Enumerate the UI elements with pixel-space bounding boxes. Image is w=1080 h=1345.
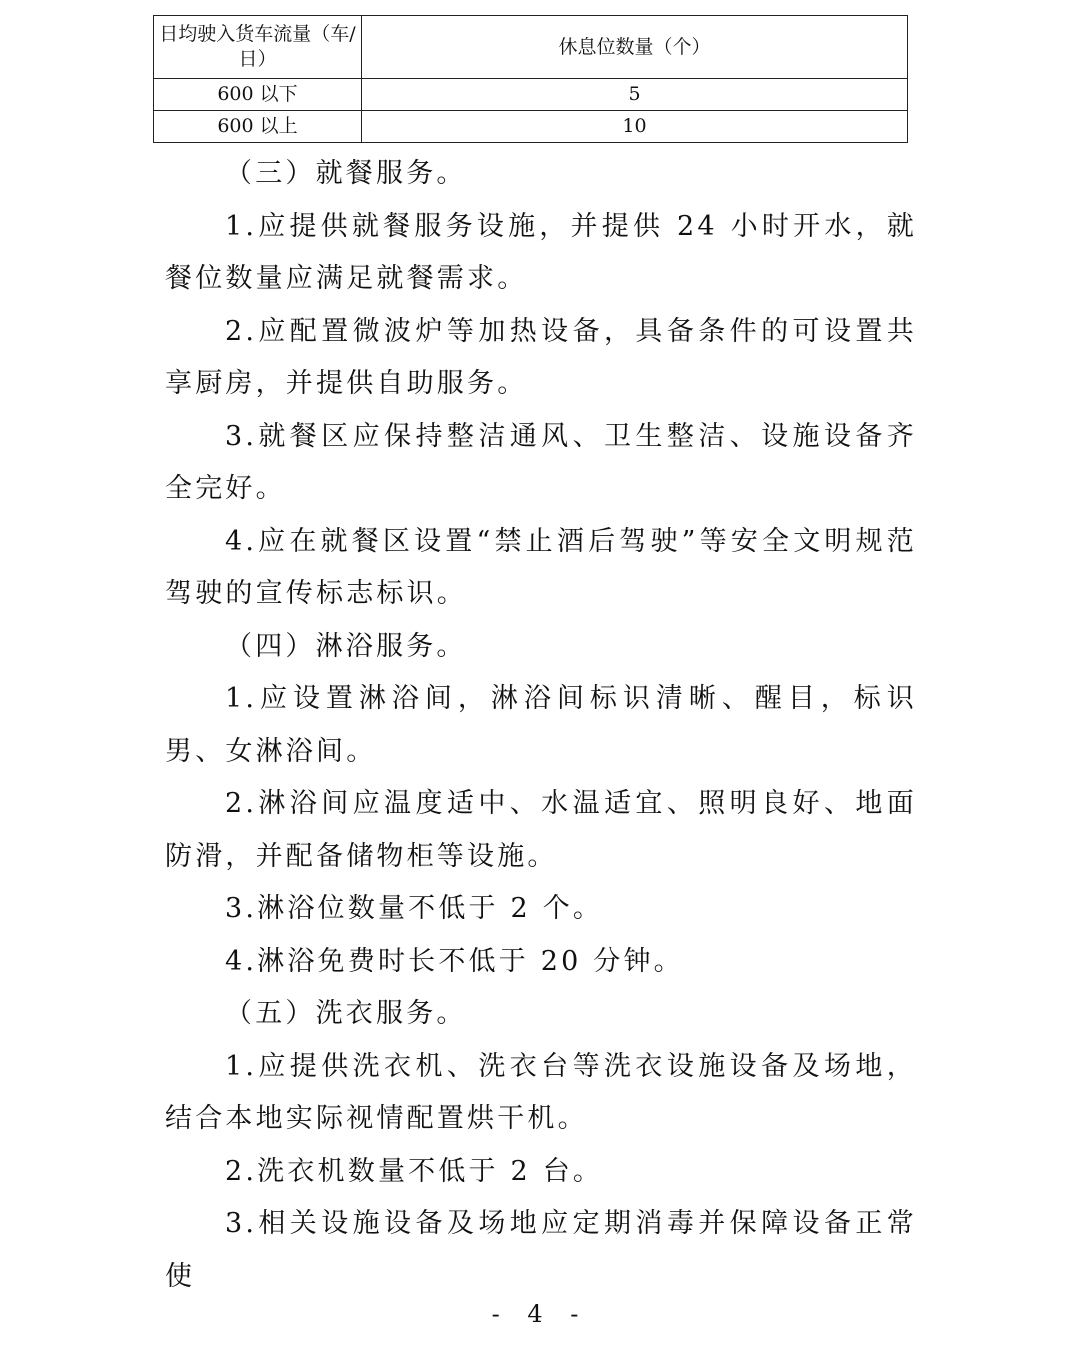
page-number: - 4 - [491,1300,589,1328]
section-heading-shower: （四）淋浴服务。 [225,630,467,662]
section-heading-laundry: （五）洗衣服务。 [225,998,467,1029]
paragraph: 2.淋浴间应温度适中、水温适宜、照明良好、地面防滑，并配备储物柜等设施。 [165,788,917,872]
section-heading-dining: （三）就餐服务。 [225,158,467,189]
table-row [154,111,908,143]
paragraph: 3.就餐区应保持整洁通风、卫生整洁、设施设备齐全完好。 [165,420,917,504]
table-header-flow: 日均驶入货车流量（车/日） [154,16,362,79]
table-cell-count: 10 [362,111,908,143]
rest-spaces-table [153,15,908,143]
paragraph: 4.淋浴免费时长不低于 20 分钟。 [225,945,684,977]
paragraph: 1.应提供就餐服务设施，并提供 24 小时开水，就餐位数量应满足就餐需求。 [165,210,917,294]
table-header-count: 休息位数量（个） [362,16,908,79]
paragraph: 2.应配置微波炉等加热设备，具备条件的可设置共享厨房，并提供自助服务。 [165,315,917,399]
table-cell-flow: 600 以下 [154,79,362,111]
paragraph: 2.洗衣机数量不低于 2 台。 [225,1155,604,1187]
paragraph: 4.应在就餐区设置“禁止酒后驾驶”等安全文明规范驾驶的宣传标志标识。 [165,525,917,609]
paragraph: 3.相关设施设备及场地应定期消毒并保障设备正常使 [165,1208,917,1292]
paragraph: 1.应提供洗衣机、洗衣台等洗衣设施设备及场地，结合本地实际视情配置烘干机。 [165,1050,917,1134]
paragraph: 1.应设置淋浴间，淋浴间标识清晰、醒目，标识男、女淋浴间。 [165,683,917,767]
table-cell-count: 5 [362,79,908,111]
table-row [154,79,908,111]
paragraph: 3.淋浴位数量不低于 2 个。 [225,893,604,924]
document-body [165,148,917,1303]
table-header-row [154,16,908,79]
table-cell-flow: 600 以上 [154,111,362,143]
